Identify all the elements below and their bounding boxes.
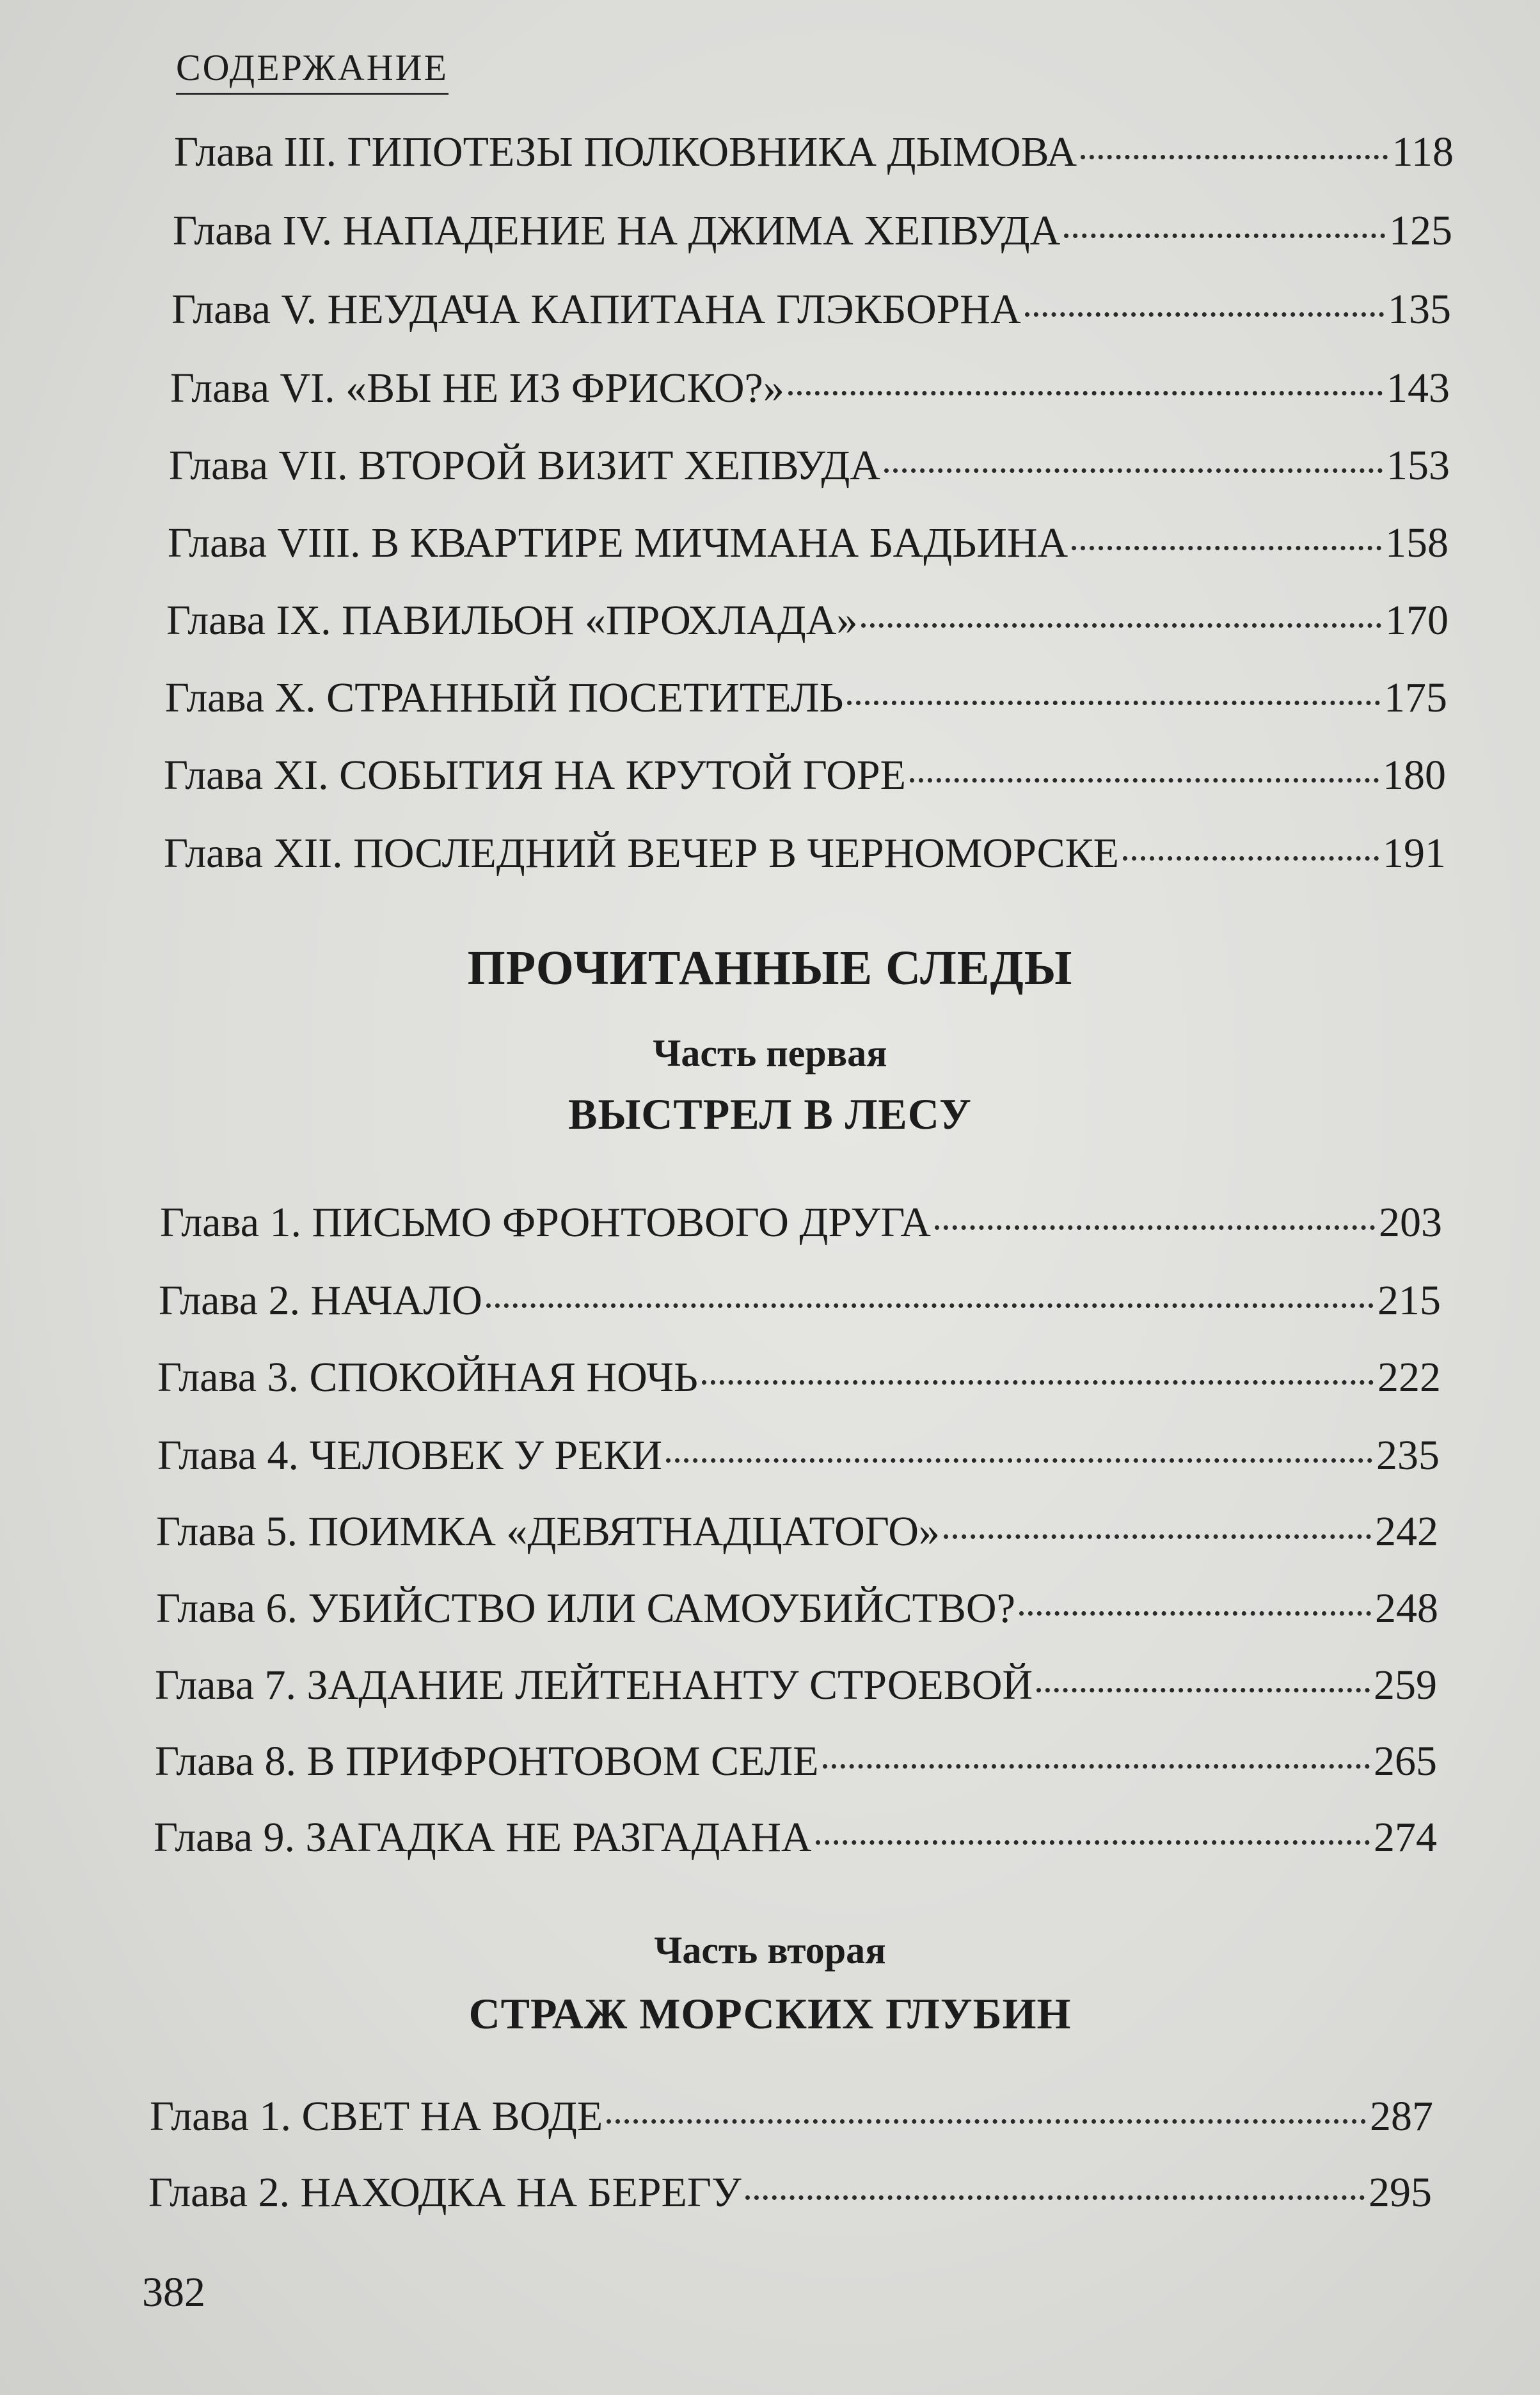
part-title: ВЫСТРЕЛ В ЛЕСУ	[568, 1090, 972, 1138]
page-number: 382	[142, 2269, 205, 2316]
toc-leader	[823, 1764, 1370, 1769]
toc-leader	[607, 2119, 1366, 2124]
toc-entry-page: 203	[1379, 1199, 1442, 1246]
toc-entry	[157, 1353, 1441, 1404]
toc-leader	[910, 778, 1379, 783]
toc-entry	[154, 1813, 1437, 1865]
toc-entry-title: Глава 7. ЗАДАНИЕ ЛЕЙТЕНАНТУ СТРОЕВОЙ	[155, 1662, 1033, 1708]
part-label: Часть первая	[653, 1032, 887, 1074]
toc-entry-page: 222	[1377, 1354, 1441, 1401]
toc-entry-page: 180	[1383, 752, 1446, 799]
toc-entry	[174, 128, 1454, 179]
toc-entry-page: 265	[1374, 1738, 1437, 1785]
toc-entry-title: Глава X. СТРАННЫЙ ПОСЕТИТЕЛЬ	[165, 674, 844, 721]
toc-leader	[944, 1534, 1371, 1539]
toc-entry-title: Глава 6. УБИЙСТВО ИЛИ САМОУБИЙСТВО?	[156, 1585, 1015, 1632]
toc-entry	[160, 1198, 1442, 1250]
toc-leader	[1064, 234, 1385, 238]
toc-entry-title: Глава 1. СВЕТ НА ВОДЕ	[150, 2093, 603, 2140]
toc-entry-page: 135	[1388, 286, 1451, 333]
toc-entry	[165, 674, 1447, 725]
toc-entry-page: 118	[1392, 129, 1454, 175]
toc-entry-page: 170	[1385, 597, 1449, 644]
toc-entry	[148, 2168, 1432, 2220]
part-label: Часть вторая	[654, 1929, 886, 1971]
toc-leader	[666, 1458, 1372, 1463]
toc-entry-page: 295	[1369, 2169, 1432, 2216]
toc-leader	[486, 1303, 1374, 1308]
toc-entry-title: Глава 2. НАХОДКА НА БЕРЕГУ	[148, 2169, 742, 2216]
toc-entry-title: Глава IX. ПАВИЛЬОН «ПРОХЛАДА»	[166, 597, 858, 644]
toc-entry-page: 153	[1386, 442, 1450, 489]
toc-entry-title: Глава III. ГИПОТЕЗЫ ПОЛКОВНИКА ДЫМОВА	[174, 129, 1077, 175]
toc-entry	[164, 751, 1446, 802]
toc-entry-page: 274	[1374, 1814, 1437, 1861]
toc-entry-title: Глава 8. В ПРИФРОНТОВОМ СЕЛЕ	[155, 1738, 819, 1785]
toc-entry-page: 235	[1376, 1432, 1440, 1479]
toc-leader	[1019, 1611, 1371, 1616]
toc-entry-page: 125	[1389, 207, 1452, 254]
toc-entry	[171, 285, 1451, 337]
toc-leader	[884, 468, 1383, 473]
toc-leader	[788, 391, 1383, 395]
toc-entry	[169, 442, 1450, 493]
toc-entry-page: 242	[1375, 1508, 1438, 1555]
toc-leader	[847, 701, 1380, 705]
toc-entry	[156, 1584, 1438, 1635]
toc-entry-title: Глава VIII. В КВАРТИРЕ МИЧМАНА БАДЬИНА	[168, 520, 1068, 566]
toc-entry-title: Глава VII. ВТОРОЙ ВИЗИТ ХЕПВУДА	[169, 442, 881, 489]
toc-entry-title: Глава 4. ЧЕЛОВЕК У РЕКИ	[157, 1432, 663, 1479]
toc-entry	[155, 1661, 1437, 1712]
toc-leader	[1072, 546, 1381, 550]
toc-entry	[173, 207, 1452, 258]
toc-entry	[157, 1431, 1440, 1483]
toc-entry-title: Глава V. НЕУДАЧА КАПИТАНА ГЛЭКБОРНА	[171, 286, 1021, 333]
toc-entry-page: 158	[1385, 520, 1449, 566]
toc-entry-page: 215	[1377, 1277, 1441, 1324]
toc-entry	[170, 364, 1450, 415]
toc-entry-title: Глава 1. ПИСЬМО ФРОНТОВОГО ДРУГА	[160, 1199, 931, 1246]
toc-entry	[164, 829, 1446, 880]
toc-entry-page: 248	[1375, 1585, 1438, 1632]
toc-entry-page: 259	[1374, 1662, 1437, 1708]
toc-leader	[861, 623, 1381, 628]
toc-entry	[166, 596, 1449, 648]
toc-entry-page: 191	[1383, 830, 1446, 877]
toc-entry	[155, 1737, 1437, 1788]
running-head: СОДЕРЖАНИЕ	[176, 46, 449, 95]
toc-entry-title: Глава XI. СОБЫТИЯ НА КРУТОЙ ГОРЕ	[164, 752, 906, 799]
toc-leader	[935, 1225, 1375, 1230]
toc-entry-title: Глава XII. ПОСЛЕДНИЙ ВЕЧЕР В ЧЕРНОМОРСКЕ	[164, 830, 1119, 877]
toc-entry-page: 175	[1384, 674, 1447, 721]
toc-leader	[1081, 155, 1388, 159]
toc-leader	[816, 1840, 1370, 1845]
toc-entry-title: Глава IV. НАПАДЕНИЕ НА ДЖИМА ХЕПВУДА	[173, 207, 1061, 254]
toc-entry-page: 287	[1370, 2093, 1433, 2140]
toc-entry	[156, 1508, 1438, 1559]
toc-entry-title: Глава 2. НАЧАЛО	[159, 1277, 482, 1324]
toc-entry	[150, 2092, 1433, 2144]
toc-entry-page: 143	[1386, 365, 1450, 411]
toc-leader	[702, 1380, 1374, 1385]
toc-entry-title: Глава VI. «ВЫ НЕ ИЗ ФРИСКО?»	[170, 365, 784, 411]
toc-entry	[168, 519, 1449, 570]
toc-entry-title: Глава 3. СПОКОЙНАЯ НОЧЬ	[157, 1354, 698, 1401]
toc-leader	[745, 2195, 1365, 2200]
toc-leader	[1036, 1688, 1370, 1692]
toc-leader	[1025, 312, 1384, 317]
toc-entry	[159, 1277, 1441, 1328]
toc-leader	[1123, 856, 1379, 861]
toc-entry-title: Глава 9. ЗАГАДКА НЕ РАЗГАДАНА	[154, 1814, 812, 1861]
book-title: ПРОЧИТАННЫЕ СЛЕДЫ	[467, 941, 1073, 995]
toc-entry-title: Глава 5. ПОИМКА «ДЕВЯТНАДЦАТОГО»	[156, 1508, 940, 1555]
part-title: СТРАЖ МОРСКИХ ГЛУБИН	[468, 1989, 1072, 2038]
